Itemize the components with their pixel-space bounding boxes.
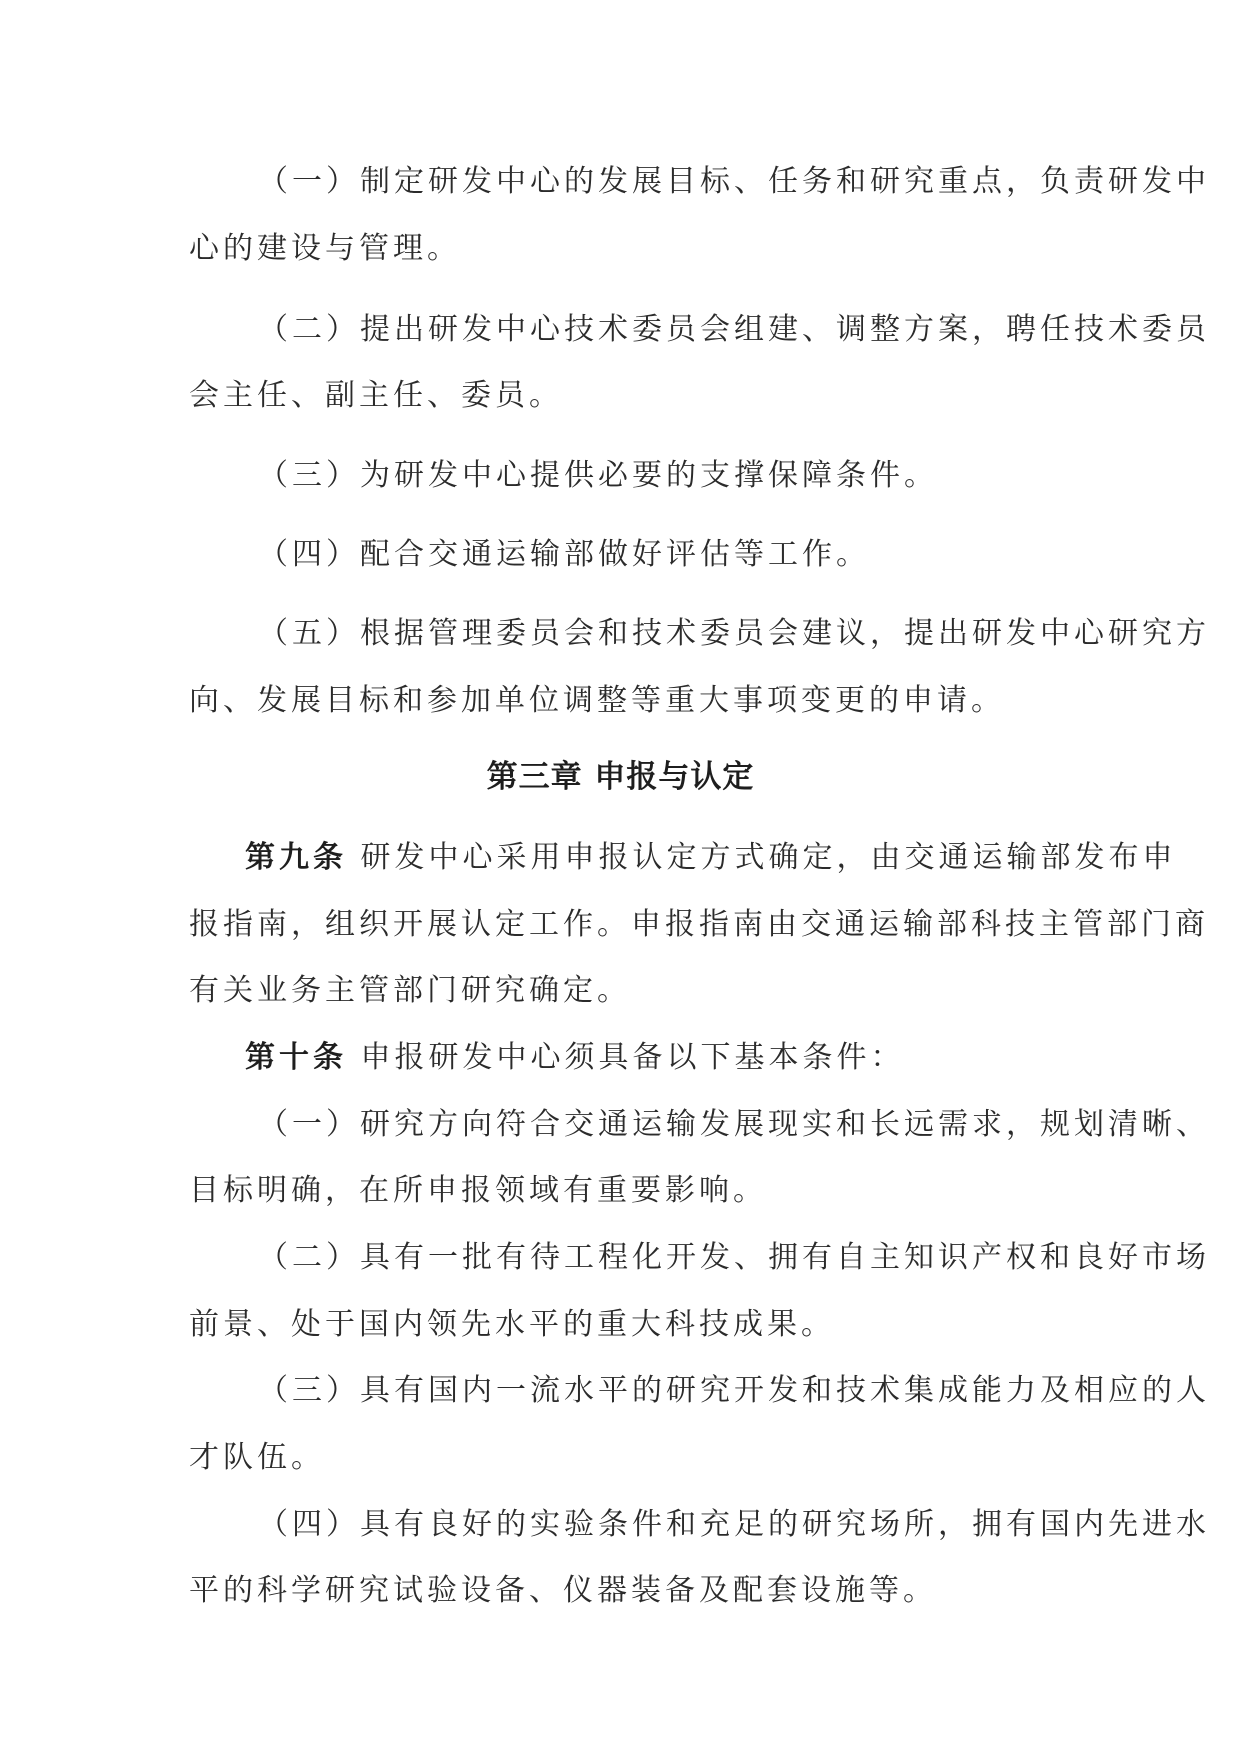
paragraph-line: （五）根据管理委员会和技术委员会建议，提出研发中心研究方 xyxy=(258,616,1210,651)
article-9-label: 第九条 xyxy=(245,840,347,875)
article-10-label: 第十条 xyxy=(245,1040,347,1075)
paragraph-line: （一）制定研发中心的发展目标、任务和研究重点，负责研发中 xyxy=(258,164,1210,199)
paragraph-line: 平的科学研究试验设备、仪器装备及配套设施等。 xyxy=(189,1573,937,1608)
paragraph-line: （三）具有国内一流水平的研究开发和技术集成能力及相应的人 xyxy=(258,1373,1210,1408)
paragraph-line: （四）配合交通运输部做好评估等工作。 xyxy=(258,537,870,572)
paragraph-line: （三）为研发中心提供必要的支撑保障条件。 xyxy=(258,458,938,493)
paragraph-line: （二）提出研发中心技术委员会组建、调整方案，聘任技术委员 xyxy=(258,312,1210,347)
paragraph-line: 向、发展目标和参加单位调整等重大事项变更的申请。 xyxy=(189,683,1005,718)
paragraph-line: （一）研究方向符合交通运输发展现实和长远需求，规划清晰、 xyxy=(258,1107,1210,1142)
paragraph-line: 目标明确，在所申报领域有重要影响。 xyxy=(189,1173,767,1208)
article-9-line xyxy=(245,838,1177,878)
paragraph-line: （二）具有一批有待工程化开发、拥有自主知识产权和良好市场 xyxy=(258,1240,1210,1275)
paragraph-line: 会主任、副主任、委员。 xyxy=(189,378,563,413)
article-10-line xyxy=(245,1038,905,1078)
paragraph-line: 报指南，组织开展认定工作。申报指南由交通运输部科技主管部门商 xyxy=(189,907,1209,942)
paragraph-line: 心的建设与管理。 xyxy=(189,231,461,266)
paragraph-line: （四）具有良好的实验条件和充足的研究场所，拥有国内先进水 xyxy=(258,1507,1210,1542)
article-9-text: 研发中心采用申报认定方式确定，由交通运输部发布申 xyxy=(360,840,1177,875)
paragraph-line: 前景、处于国内领先水平的重大科技成果。 xyxy=(189,1307,835,1342)
chapter-heading: 第三章 申报与认定 xyxy=(486,759,755,795)
paragraph-line: 有关业务主管部门研究确定。 xyxy=(189,973,631,1008)
article-10-text: 申报研发中心须具备以下基本条件： xyxy=(360,1040,905,1075)
paragraph-line: 才队伍。 xyxy=(189,1440,325,1475)
